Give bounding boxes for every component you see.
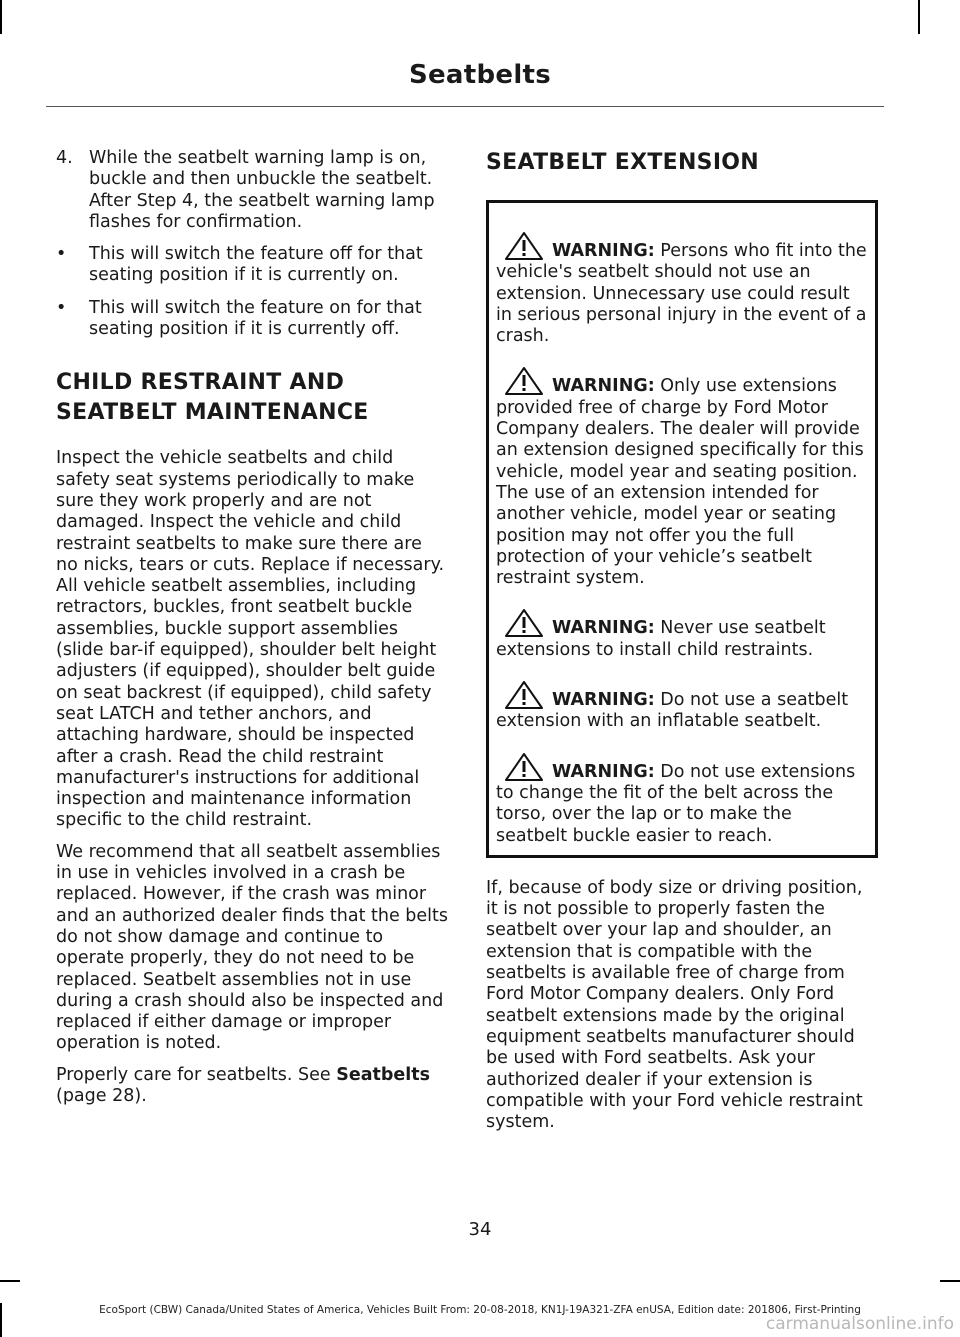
paragraph: We recommend that all seatbelt assemblies in use in vehicles involved in a crash be replaced. However, if the crash was minor and an authorized dealer finds that the belts do not show damage and continue to operate properly, they do not need to be replaced. Seatbelt assemblies not in use during a crash should also be inspected and replaced if either damage or improper operation is noted.: [56, 841, 449, 1054]
warning-text: Persons who fit into the vehicle's seatbelt should not use an extension. Unnecessary use could result in serious personal injury in the event of a crash.: [496, 241, 867, 347]
warning: [496, 608, 867, 661]
warning-box: [486, 200, 878, 858]
warning-text: Never use seatbelt extensions to install child restraints.: [496, 618, 826, 660]
list-item: [56, 298, 448, 341]
heading-line: SEATBELT MAINTENANCE: [56, 400, 369, 426]
warning-text: Do not use a seatbelt extension with an inflatable seatbelt.: [496, 690, 849, 732]
bullet-marker: •: [56, 297, 67, 318]
crop-mark: [0, 0, 2, 34]
right-column: [486, 148, 878, 1143]
section-heading: [56, 368, 448, 428]
crop-mark: [918, 0, 920, 34]
heading-line: CHILD RESTRAINT AND: [56, 370, 345, 396]
list-item: [56, 244, 448, 287]
step-text: While the seatbelt warning lamp is on, buckle and then unbuckle the seatbelt. After Step 4, the seatbelt warning lamp flashes for confirmation.: [89, 148, 435, 232]
paragraph: If, because of body size or driving position, it is not possible to properly fasten the seatbelt over your lap and shoulder, an extension that is compatible with the seatbelts is available free of charge from Ford Motor Company dealers. Only Ford seatbelt extensions made by the original equipment seatbelts manufacturer should be used with Ford seatbelts. Ask your authorized dealer if your extension is compatible with your Ford vehicle restraint system.: [486, 877, 863, 1133]
warning-label: WARNING:: [552, 690, 655, 711]
section-heading: SEATBELT EXTENSION: [486, 150, 760, 175]
warning-triangle-icon: [504, 752, 544, 782]
warning-label: WARNING:: [552, 376, 655, 397]
step-number: 4.: [56, 148, 73, 168]
warning-triangle-icon: [504, 608, 544, 638]
crop-mark: [940, 1280, 960, 1282]
warning-text: Only use extensions provided free of charge by Ford Motor Company dealers. The dealer will provide an extension designed specifically for this vehicle, model year and seating position. The use of an extension intended for another vehicle, model year or seating position may not offer you the full protection of your vehicle’s seatbelt restraint system.: [496, 376, 864, 589]
page-title: Seatbelts: [408, 60, 552, 90]
paragraph: Inspect the vehicle seatbelts and child safety seat systems periodically to make sure they work properly and are not damaged. Inspect the vehicle and child restraint seatbelts to make sure there are no nicks, tears or cuts. Replace if necessary. All vehicle seatbelt assemblies, including retractors, buckles, front seatbelt buckle assemblies, buckle support assemblies (slide bar-if equipped), shoulder belt height adjusters (if equipped), shoulder belt guide on seat backrest (if equipped), child safety seat LATCH and tether anchors, and attaching hardware, should be inspected after a crash. Read the child restraint manufacturer's instructions for additional inspection and maintenance information specific to the child restraint.: [56, 448, 445, 831]
crop-mark: [0, 1280, 20, 1282]
footer-text: EcoSport (CBW) Canada/United States of America, Vehicles Built From: 20-08-2018, KN1J-19A321-ZFA enUSA, Edition date: 201806, First-Printing: [99, 1304, 861, 1316]
warning-triangle-icon: [504, 680, 544, 710]
warning: [496, 366, 867, 589]
warning: [496, 231, 867, 347]
numbered-step: [56, 148, 448, 233]
bullet-text: This will switch the feature on for that seating position if it is currently off.: [89, 297, 422, 340]
warning: [496, 680, 867, 733]
page-number: 34: [468, 1219, 492, 1240]
watermark: carmanualsonline.info: [765, 1314, 954, 1334]
warning-triangle-icon: [504, 366, 544, 396]
warning-triangle-icon: [504, 231, 544, 261]
warning-label: WARNING:: [552, 618, 655, 639]
paragraph: [56, 1065, 448, 1108]
page-reference: (page 28).: [56, 1085, 147, 1106]
header-rule: [46, 106, 884, 107]
warning-label: WARNING:: [552, 761, 655, 782]
paragraph-text: Properly care for seatbelts. See: [56, 1064, 337, 1085]
cross-reference-link[interactable]: Seatbelts: [336, 1064, 431, 1085]
warning-text: Do not use extensions to change the fit of the belt across the torso, over the lap or to make the seatbelt buckle easier to reach.: [496, 761, 856, 846]
bullet-marker: •: [56, 244, 67, 265]
bullet-text: This will switch the feature off for that seating position if it is currently on.: [89, 244, 423, 286]
warning-label: WARNING:: [552, 241, 655, 261]
warning: [496, 752, 867, 847]
left-column: [56, 148, 448, 1117]
